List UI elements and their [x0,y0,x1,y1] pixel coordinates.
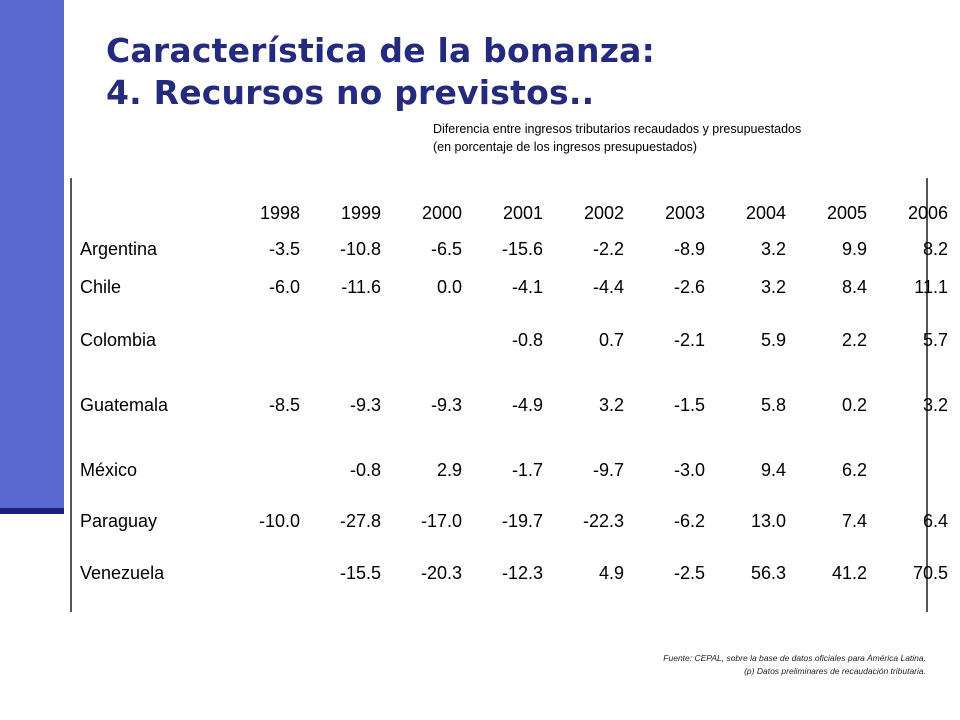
country-cell: Guatemala [80,395,169,415]
value-cell: -2.5 [673,563,705,583]
table-row [72,232,948,267]
value-cell: -3.5 [268,239,300,259]
accent-sidebar [0,0,64,510]
slide-title [106,30,655,114]
value-cell: 2.9 [436,460,462,480]
value-cell: -4.9 [511,395,543,415]
value-cell: -11.6 [341,277,381,297]
value-cell [300,308,381,373]
year-header-2005: 2005 [826,202,867,223]
value-cell [381,308,462,373]
value-cell: 6.4 [922,511,948,531]
value-cell: 5.8 [760,395,786,415]
value-cell: -8.5 [268,395,300,415]
value-cell: -0.8 [349,460,381,480]
value-cell: -0.8 [511,330,543,350]
value-cell: -9.3 [430,395,462,415]
value-cell [214,438,300,503]
caption-line-1: Diferencia entre ingresos tributarios recaudados y presupuestados [433,122,802,136]
country-cell: Colombia [80,330,157,350]
year-header-2002: 2002 [583,202,624,223]
value-cell: -22.3 [582,511,624,531]
value-cell: -15.6 [501,239,543,259]
table-row [72,308,948,373]
value-cell: -10.0 [258,511,300,531]
value-cell: -2.1 [673,330,705,350]
value-cell: -2.6 [673,277,705,297]
value-cell: -17.0 [420,511,462,531]
value-cell: 0.0 [436,277,462,297]
value-cell: 11.1 [914,277,948,297]
value-cell: -27.8 [339,511,381,531]
caption-line-2: (en porcentaje de los ingresos presupuestados) [433,140,698,154]
year-header-2004: 2004 [745,202,786,223]
source-line-1: Fuente: CEPAL, sobre la base de datos oficiales para América Latina. [663,653,926,663]
value-cell: 7.4 [841,511,867,531]
title-line-2: 4. Recursos no previstos.. [106,73,595,112]
table-row [72,267,948,308]
value-cell: 70.5 [912,563,948,583]
value-cell: -19.7 [501,511,543,531]
country-cell: México [80,460,138,480]
value-cell: 56.3 [750,563,786,583]
value-cell: 5.7 [922,330,948,350]
value-cell: 6.2 [841,460,867,480]
source-line-2: (p) Datos preliminares de recaudación tributaria. [744,666,926,676]
table-row [72,373,948,438]
year-header-2000: 2000 [421,202,462,223]
value-cell: -6.0 [268,277,300,297]
country-header-cell [72,194,214,232]
value-cell: 9.4 [760,460,786,480]
value-cell: 9.9 [841,239,867,259]
value-cell: -4.4 [592,277,624,297]
value-cell: 0.7 [598,330,624,350]
value-cell: -15.5 [339,563,381,583]
value-cell: 8.2 [922,239,948,259]
value-cell: 2.2 [841,330,867,350]
value-cell: 3.2 [598,395,624,415]
table-caption [433,120,801,156]
revenue-difference-table [72,194,948,607]
year-header-1999: 1999 [340,202,381,223]
value-cell: -12.3 [501,563,543,583]
value-cell: 5.9 [760,330,786,350]
value-cell: -8.9 [673,239,705,259]
title-line-1: Característica de la bonanza: [106,31,655,70]
value-cell [214,308,300,373]
value-cell: -9.3 [349,395,381,415]
year-header-2001: 2001 [502,202,543,223]
value-cell: 3.2 [760,239,786,259]
value-cell: 4.9 [598,563,624,583]
value-cell: -10.8 [339,239,381,259]
value-cell: 13.0 [750,511,786,531]
value-cell: 0.2 [841,395,867,415]
value-cell: -6.2 [673,511,705,531]
value-cell: -2.2 [592,239,624,259]
country-cell: Paraguay [80,511,158,531]
value-cell: -6.5 [430,239,462,259]
year-header-row [72,194,948,232]
country-cell: Argentina [80,239,158,259]
source-note [663,652,926,678]
value-cell: -1.5 [673,395,705,415]
country-cell: Venezuela [80,563,165,583]
value-cell: -20.3 [420,563,462,583]
year-header-1998: 1998 [259,202,300,223]
value-cell [867,438,948,503]
value-cell: 3.2 [760,277,786,297]
table-row [72,540,948,607]
value-cell: -9.7 [592,460,624,480]
value-cell: 41.2 [831,563,867,583]
table-row [72,438,948,503]
accent-rule [0,508,64,514]
table-row [72,503,948,540]
value-cell [214,540,300,607]
value-cell: 3.2 [922,395,948,415]
year-header-2003: 2003 [664,202,705,223]
value-cell: -4.1 [511,277,543,297]
value-cell: -1.7 [511,460,543,480]
country-cell: Chile [80,277,122,297]
value-cell: 8.4 [841,277,867,297]
year-header-2006: 2006 [907,202,948,223]
value-cell: -3.0 [673,460,705,480]
